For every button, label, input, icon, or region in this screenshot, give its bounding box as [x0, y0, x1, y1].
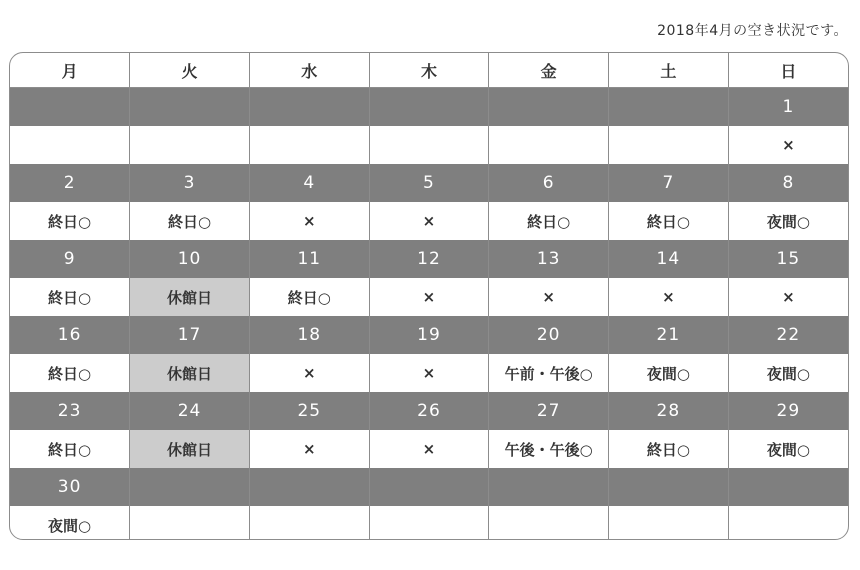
- date-number: 17: [130, 316, 250, 354]
- status-row: [10, 430, 848, 468]
- weekday-sun: 日: [728, 53, 848, 88]
- date-row: [10, 316, 848, 354]
- date-number: 14: [609, 240, 729, 278]
- weekday-mon: 月: [10, 53, 130, 88]
- date-number: 4: [249, 164, 369, 202]
- availability-status: ×: [782, 288, 795, 306]
- date-number: 12: [369, 240, 489, 278]
- date-number: 8: [728, 164, 848, 202]
- availability-status: ×: [369, 278, 489, 316]
- availability-status: 終日○: [249, 278, 369, 316]
- date-number: 6: [489, 164, 609, 202]
- date-number: 13: [489, 240, 609, 278]
- availability-status: [609, 126, 729, 164]
- availability-status: ×: [369, 202, 489, 240]
- date-number: 7: [609, 164, 729, 202]
- weekday-thu: 木: [369, 53, 489, 88]
- date-row: [10, 88, 848, 127]
- availability-status: [130, 126, 250, 164]
- date-number: [609, 88, 729, 127]
- date-number: 22: [728, 316, 848, 354]
- status-row: [10, 278, 848, 316]
- date-number: 2: [10, 164, 130, 202]
- availability-caption: 2018年4月の空き状況です。: [657, 23, 848, 39]
- availability-status: ×: [782, 136, 795, 154]
- availability-status: 終日○: [489, 202, 609, 240]
- availability-status: 午前・午後○: [489, 354, 609, 392]
- availability-calendar: [9, 52, 849, 540]
- status-row: [10, 506, 848, 540]
- date-row: [10, 468, 848, 506]
- date-number: 26: [369, 392, 489, 430]
- availability-status: ×: [249, 354, 369, 392]
- date-number: [249, 468, 369, 506]
- date-number: 28: [609, 392, 729, 430]
- date-number: 20: [489, 316, 609, 354]
- date-number: [369, 468, 489, 506]
- status-row: [10, 354, 848, 392]
- availability-status: ×: [489, 278, 609, 316]
- closed-day-cell: 休館日: [130, 354, 250, 392]
- availability-status: 終日○: [10, 278, 130, 316]
- availability-status: [609, 506, 729, 540]
- availability-status: ×: [369, 354, 489, 392]
- date-number: 1: [728, 88, 848, 127]
- date-number: [10, 88, 130, 127]
- date-number: 3: [130, 164, 250, 202]
- date-number: 24: [130, 392, 250, 430]
- availability-status: 夜間○: [766, 364, 810, 383]
- availability-status: 夜間○: [766, 440, 810, 459]
- availability-status: 終日○: [130, 202, 250, 240]
- date-row: [10, 164, 848, 202]
- availability-status: [728, 506, 848, 540]
- availability-status: 夜間○: [10, 506, 130, 540]
- date-number: [130, 468, 250, 506]
- date-row: [10, 392, 848, 430]
- date-number: [130, 88, 250, 127]
- date-row: [10, 240, 848, 278]
- calendar-body: [10, 88, 848, 541]
- closed-day-cell: 休館日: [130, 278, 250, 316]
- availability-status: 終日○: [10, 202, 130, 240]
- weekday-fri: 金: [489, 53, 609, 88]
- date-number: 18: [249, 316, 369, 354]
- date-number: 29: [728, 392, 848, 430]
- availability-status: [369, 126, 489, 164]
- availability-status: 終日○: [10, 430, 130, 468]
- availability-status: [10, 126, 130, 164]
- availability-status: 夜間○: [609, 354, 729, 392]
- date-number: 25: [249, 392, 369, 430]
- status-row: [10, 202, 848, 240]
- weekday-wed: 水: [249, 53, 369, 88]
- date-number: 10: [130, 240, 250, 278]
- date-number: [609, 468, 729, 506]
- availability-status: [489, 506, 609, 540]
- status-row: [10, 126, 848, 164]
- availability-status: 終日○: [609, 202, 729, 240]
- date-number: 11: [249, 240, 369, 278]
- availability-status: ×: [249, 430, 369, 468]
- availability-status: [130, 506, 250, 540]
- date-number: [728, 468, 848, 506]
- weekday-header-row: [10, 53, 848, 88]
- date-number: 5: [369, 164, 489, 202]
- calendar-table: [10, 53, 848, 540]
- availability-status: 終日○: [609, 430, 729, 468]
- date-number: 15: [728, 240, 848, 278]
- date-number: [369, 88, 489, 127]
- date-number: 30: [10, 468, 130, 506]
- availability-status: 夜間○: [766, 212, 810, 231]
- availability-status: ×: [609, 278, 729, 316]
- date-number: [489, 468, 609, 506]
- availability-status: ×: [249, 202, 369, 240]
- availability-status: 終日○: [10, 354, 130, 392]
- availability-status: [489, 126, 609, 164]
- closed-day-cell: 休館日: [130, 430, 250, 468]
- date-number: 19: [369, 316, 489, 354]
- date-number: 27: [489, 392, 609, 430]
- date-number: [249, 88, 369, 127]
- date-number: 16: [10, 316, 130, 354]
- date-number: 21: [609, 316, 729, 354]
- weekday-sat: 土: [609, 53, 729, 88]
- availability-status: [249, 126, 369, 164]
- availability-status: ×: [369, 430, 489, 468]
- availability-status: [249, 506, 369, 540]
- date-number: 9: [10, 240, 130, 278]
- availability-status: 午後・午後○: [489, 430, 609, 468]
- date-number: [489, 88, 609, 127]
- availability-status: [369, 506, 489, 540]
- weekday-tue: 火: [130, 53, 250, 88]
- date-number: 23: [10, 392, 130, 430]
